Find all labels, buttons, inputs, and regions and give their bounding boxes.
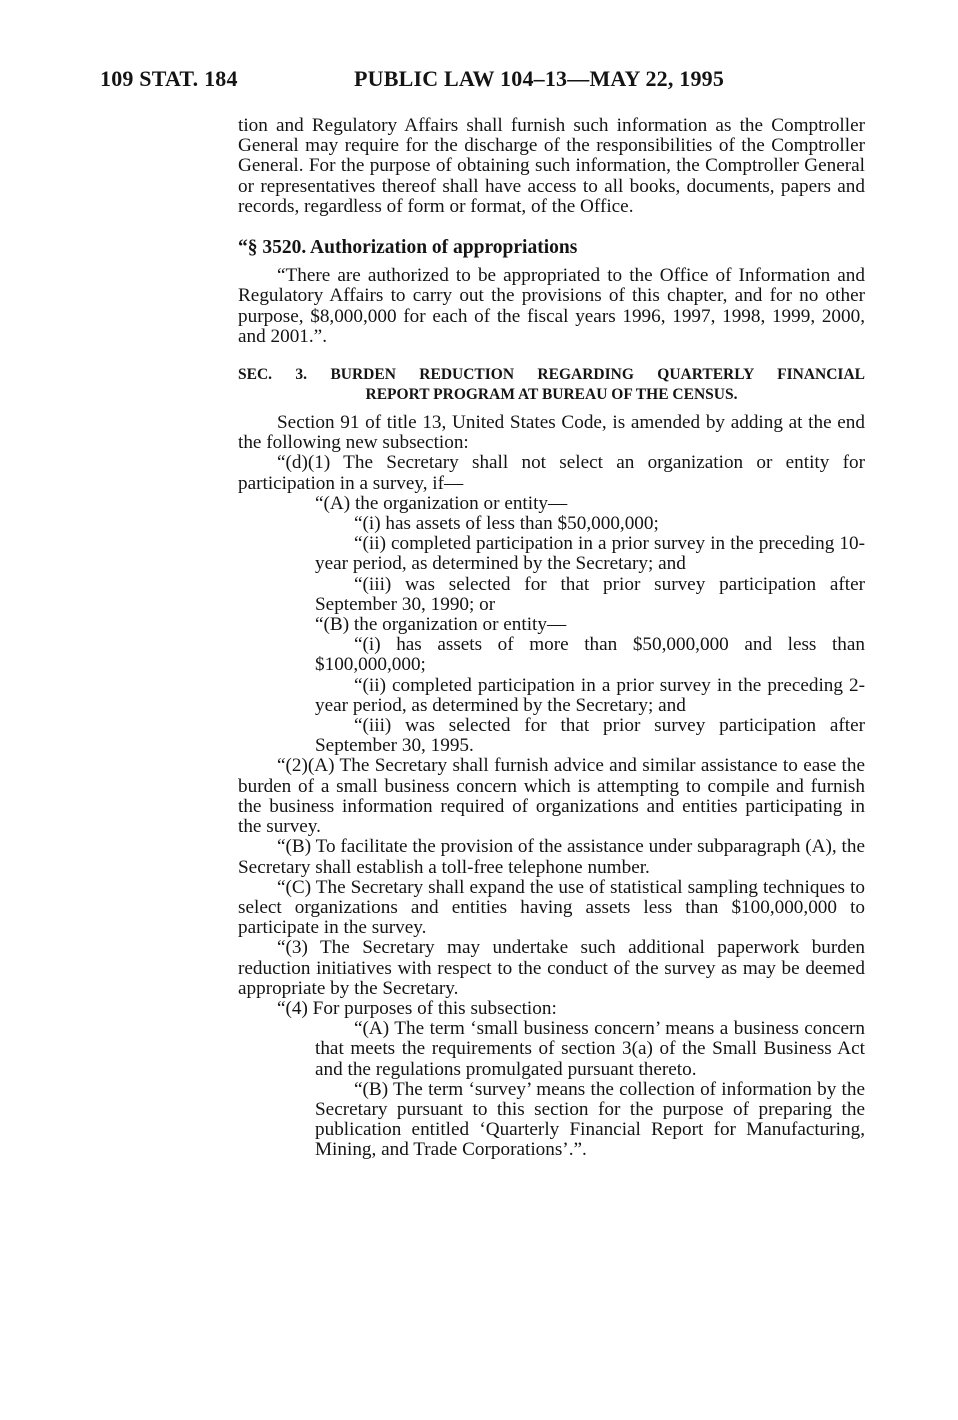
paragraph-d1-B-ii: “(ii) completed participation in a prior survey in the preceding 2-year period, as determined by the Secretary; and xyxy=(315,674,865,716)
paragraph-3: “(3) The Secretary may undertake such additional paperwork burden reduction initiatives with respect to the conduct of the survey as may be deemed appropriate by the Secretary. xyxy=(238,937,865,999)
document-body xyxy=(238,116,865,1161)
paragraph-d1-B: “(B) the organization or entity— xyxy=(315,614,567,636)
paragraph-d1: “(d)(1) The Secretary shall not select an organization or entity for participation in a survey, if— xyxy=(238,452,865,494)
section-3-heading-line-2: REPORT PROGRAM AT BUREAU OF THE CENSUS. xyxy=(365,386,738,404)
public-law-title: PUBLIC LAW 104–13—MAY 22, 1995 xyxy=(354,66,725,91)
paragraph-amendment-intro: Section 91 of title 13, United States Code, is amended by adding at the end the following new subsection: xyxy=(238,412,865,454)
paragraph-d1-B-i: “(i) has assets of more than $50,000,000 and less than $100,000,000; xyxy=(315,634,865,676)
section-3-heading xyxy=(238,365,865,405)
paragraph-4: “(4) For purposes of this subsection: xyxy=(277,997,557,1019)
paragraph-d1-A: “(A) the organization or entity— xyxy=(315,492,568,514)
paragraph-d1-A-i: “(i) has assets of less than $50,000,000; xyxy=(354,513,659,535)
paragraph-d1-A-iii: “(iii) was selected for that prior survey participation after September 30, 1990; or xyxy=(315,573,865,615)
paragraph-2A: “(2)(A) The Secretary shall furnish advice and similar assistance to ease the burden of a small business concern which is attempting to compile and furnish the business information required of organizations and entities participating in the survey. xyxy=(238,755,865,838)
page-header xyxy=(100,66,860,100)
paragraph-2C: “(C) The Secretary shall expand the use of statistical sampling techniques to select organizations and entities having assets less than $100,000,000 to participate in the survey. xyxy=(238,876,865,939)
section-3520-heading: “§ 3520. Authorization of appropriations xyxy=(238,237,578,259)
paragraph-authorization: “There are authorized to be appropriated to the Office of Information and Regulatory Affairs to carry out the provisions of this chapter, and for no other purpose, $8,000,000 for each of the fiscal years 1996, 1997, 1998, 1999, 2000, and 2001.”. xyxy=(238,265,865,347)
paragraph-d1-B-iii: “(iii) was selected for that prior survey participation after September 30, 1995. xyxy=(315,715,865,757)
paragraph-continuation: tion and Regulatory Affairs shall furnish such information as the Comptroller General may require for the discharge of the responsibilities of the Comptroller General. For the purpose of obtaining such information, the Comptroller General or representatives thereof shall have access to all books, documents, papers and records, regardless of form or format, of the Office. xyxy=(238,115,865,217)
paragraph-d1-A-ii: “(ii) completed participation in a prior survey in the preceding 10-year period, as determined by the Secretary; and xyxy=(315,533,865,575)
statute-citation: 109 STAT. 184 xyxy=(100,66,238,91)
paragraph-4-A: “(A) The term ‘small business concern’ means a business concern that meets the requirements of section 3(a) of the Small Business Act and the regulations promulgated pursuant thereto. xyxy=(315,1018,865,1080)
paragraph-2B: “(B) To facilitate the provision of the assistance under subparagraph (A), the Secretary shall establish a toll-free telephone number. xyxy=(238,836,865,878)
paragraph-4-B: “(B) The term ‘survey’ means the collection of information by the Secretary pursuant to this section for the purpose of preparing the publication entitled ‘Quarterly Financial Report for Manufacturing, Mining, and Trade Corporations’.”. xyxy=(315,1078,865,1161)
section-3-heading-line-1: SEC. 3. BURDEN REDUCTION REGARDING QUARTERLY FINANCIAL xyxy=(238,366,865,384)
